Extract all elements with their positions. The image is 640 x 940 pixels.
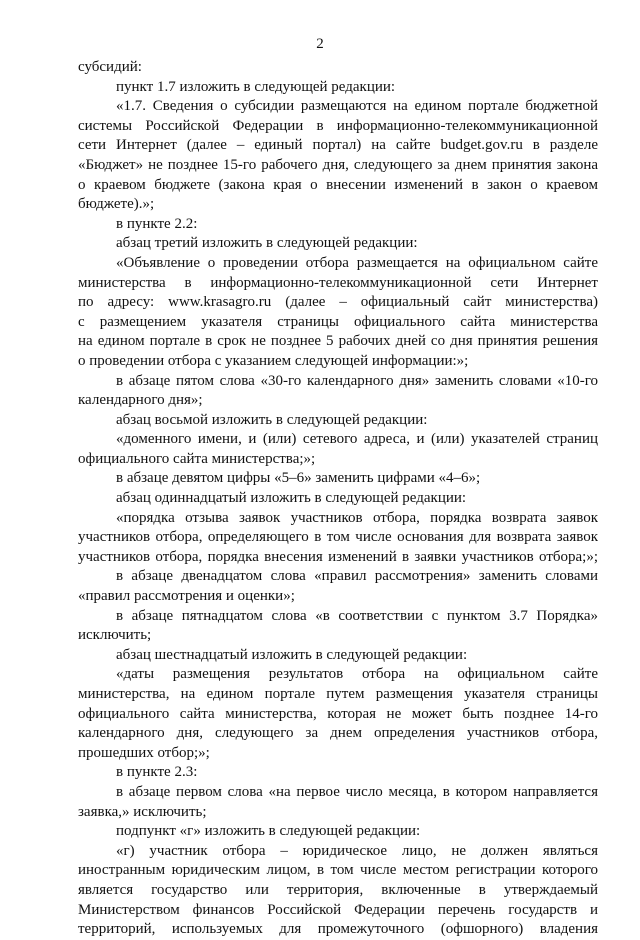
text-line: о проведении отбора с указанием следующей информации:»; (78, 352, 469, 369)
text-line: в пункте 2.3: (116, 764, 198, 781)
text-line: абзац третий изложить в следующей редакции: (116, 235, 418, 252)
text-line: заявка,» исключить; (78, 803, 207, 820)
text-line: министерства, на едином портале путем размещения указателя страницы (78, 686, 598, 702)
text-line: с размещением указателя страницы официального сайта министерства (78, 313, 598, 330)
text-line: в абзаце пятнадцатом слова «в соответствии с пунктом 3.7 Порядка» (116, 607, 598, 624)
text-line: календарного дня, следующего за днем определения участников отбора, (78, 725, 598, 742)
text-line: иностранным юридическим лицом, в том числе местом регистрации которого (78, 862, 598, 879)
text-line: «доменного имени, и (или) сетевого адреса, и (или) указателей страниц (116, 431, 598, 448)
text-line: прошедших отбор;»; (78, 744, 210, 761)
text-line: «1.7. Сведения о субсидии размещаются на едином портале бюджетной (116, 98, 598, 115)
text-line: абзац восьмой изложить в следующей редакции: (116, 411, 428, 428)
text-line: абзац одиннадцатый изложить в следующей редакции: (116, 490, 467, 507)
document-body (78, 58, 598, 940)
text-line: в абзаце пятом слова «30-го календарного дня» заменить словами «10-го (116, 372, 598, 389)
text-line: по адресу: www.krasagro.ru (далее – официальный сайт министерства) (78, 294, 598, 311)
text-line: «правил рассмотрения и оценки»; (78, 588, 295, 605)
text-line: сети Интернет (далее – единый портал) на сайте budget.gov.ru в разделе (78, 137, 598, 154)
text-line: в абзаце девятом цифры «5–6» заменить цифрами «4–6»; (116, 470, 481, 487)
text-line: календарного дня»; (78, 392, 203, 409)
text-line: системы Российской Федерации в информационно-телекоммуникационной (78, 117, 598, 134)
text-line: участников отбора, порядка внесения изменений в заявки участников отбора;»; (78, 548, 598, 565)
text-line: «порядка отзыва заявок участников отбора, порядка возврата заявок (116, 509, 598, 526)
text-line: исключить; (78, 627, 152, 644)
text-line: «Объявление о проведении отбора размещается на официальном сайте (116, 254, 598, 271)
text-line: подпункт «г» изложить в следующей редакции: (116, 823, 421, 840)
text-line: «Бюджет» не позднее 15-го рабочего дня, следующего за днем принятия закона (78, 156, 598, 173)
text-line: бюджете).»; (78, 196, 155, 213)
text-line: Министерством финансов Российской Федерации перечень государств и (78, 901, 598, 918)
page-number: 2 (316, 36, 324, 52)
text-line: субсидий: (78, 59, 142, 75)
text-line: «г) участник отбора – юридическое лицо, не должен являться (116, 842, 598, 859)
text-line: в абзаце первом слова «на первое число месяца, в котором направляется (116, 783, 598, 800)
text-line: официального сайта министерства;»; (78, 450, 316, 467)
text-line: министерства в информационно-телекоммуникационной сети Интернет (78, 274, 598, 291)
text-line: пункт 1.7 изложить в следующей редакции: (116, 78, 396, 95)
text-line: является государство или территория, включенные в утверждаемый (78, 881, 598, 898)
text-line: абзац шестнадцатый изложить в следующей редакции: (116, 646, 468, 663)
text-line: территорий, используемых для промежуточного (офшорного) владения (78, 921, 598, 938)
text-line: участников отбора, определяющего в том числе основания для возврата заявок (78, 529, 598, 546)
text-line: о краевом бюджете (закона края о внесении изменений в закон о краевом (78, 176, 598, 193)
text-line: в абзаце двенадцатом слова «правил рассмотрения» заменить словами (116, 568, 598, 585)
text-line: на едином портале в срок не позднее 5 рабочих дней со дня принятия решения (78, 333, 598, 350)
text-line: «даты размещения результатов отбора на официальном сайте (116, 666, 598, 683)
text-line: официального сайта министерства, которая не может быть позднее 14-го (78, 705, 598, 722)
text-line: в пункте 2.2: (116, 215, 198, 232)
